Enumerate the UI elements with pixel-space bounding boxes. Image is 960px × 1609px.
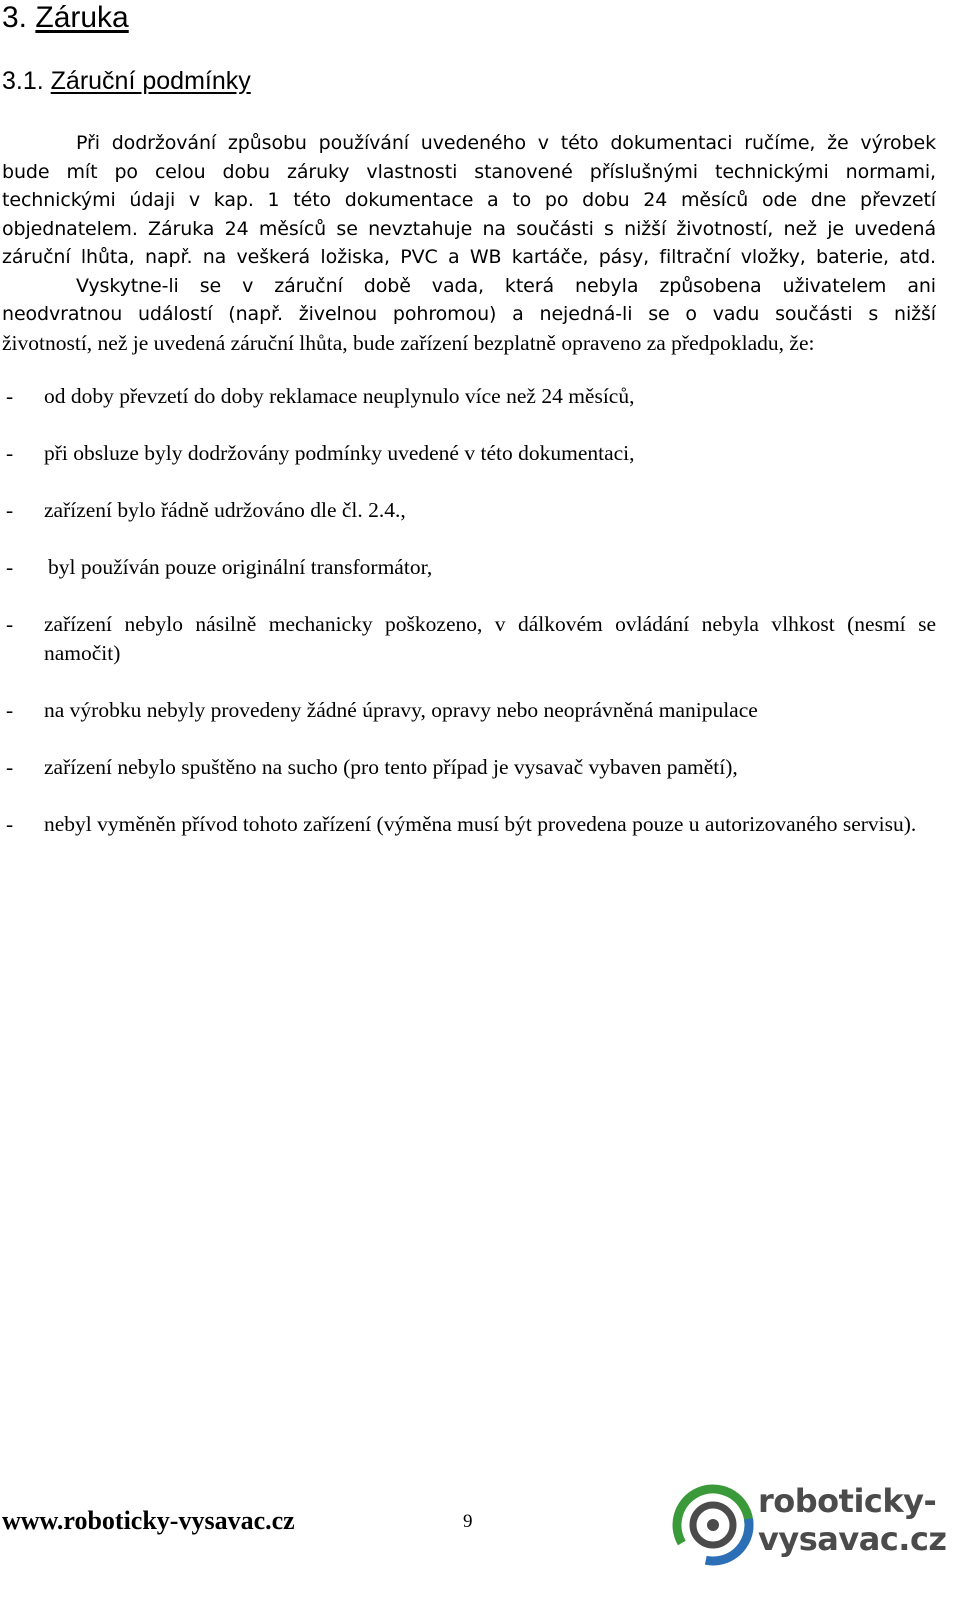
bullet-dash: - [6,498,14,522]
list-item [2,810,936,839]
logo-line-2: vysavac.cz [758,1520,947,1558]
paragraph-line: záruční lhůta, např. na veškerá ložiska, PVC a WB kartáče, pásy, filtrační vložky, baterie, atd. [2,246,936,268]
logo-line-1: roboticky- [758,1482,937,1520]
list-item [2,753,936,782]
subsection-title: Záruční podmínky [50,67,251,95]
page-number: 9 [463,1511,473,1532]
list-item [2,439,936,468]
bullet-dash: - [6,698,14,722]
list-item [2,696,936,725]
list-item [2,553,936,582]
section-title: Záruka [35,1,129,34]
list-item [2,496,936,525]
paragraph-line: neodvratnou událostí (např. živelnou pohromou) a nejedná-li se o vadu součásti s nižší [2,303,936,325]
brand-logo [670,1482,947,1568]
paragraph-line: objednatelem. Záruka 24 měsíců se nevztahuje na součásti s nižší životností, než je uvedená [2,217,936,240]
list-item-text: zařízení bylo řádně udržováno dle čl. 2.4., [44,498,406,522]
bullet-dash: - [6,755,14,779]
list-item-text: byl používán pouze originální transformátor, [48,555,433,579]
list-item [2,382,936,411]
paragraph-line: Při dodržování způsobu používání uvedeného v této dokumentaci ručíme, že výrobek [76,132,936,154]
robot-vacuum-logo-icon [670,1482,756,1568]
footer-website: www.roboticky-vysavac.cz [2,1506,295,1535]
bullet-dash: - [6,384,14,408]
bullet-dash: - [6,555,14,579]
subsection-number: 3.1. [2,67,44,95]
section-number: 3. [2,1,28,34]
list-item-text: od doby převzetí do doby reklamace neuplynulo více než 24 měsíců, [44,384,635,408]
list-item-text: zařízení nebylo spuštěno na sucho (pro tento případ je vysavač vybaven pamětí), [44,755,738,779]
section-heading [2,0,129,36]
paragraph-line: technickými údaji v kap. 1 této dokumentace a to po dobu 24 měsíců ode dne převzetí [2,189,936,211]
bullet-dash: - [6,612,14,636]
warranty-paragraph [2,129,936,357]
list-item-text: při obsluze byly dodržovány podmínky uvedené v této dokumentaci, [44,441,635,465]
bullet-dash: - [6,812,14,836]
warranty-conditions-list [2,382,936,867]
list-item-text: na výrobku nebyly provedeny žádné úpravy, opravy nebo neoprávněná manipulace [44,698,758,722]
bullet-dash: - [6,441,14,465]
list-item [2,610,936,668]
logo-wordmark [758,1482,947,1558]
paragraph-line: Vyskytne-li se v záruční době vada, která nebyla způsobena uživatelem ani [76,274,936,297]
list-item-text: nebyl vyměněn přívod tohoto zařízení (výměna musí být provedena pouze u autorizovaného servisu). [44,812,917,836]
paragraph-line: životností, než je uvedená záruční lhůta, bude zařízení bezplatně opraveno za předpokladu, že: [2,330,815,355]
list-item-text: zařízení nebylo násilně mechanicky poškozeno, v dálkovém ovládání nebyla vlhkost (nesmí se namočit) [44,612,936,665]
paragraph-line: bude mít po celou dobu záruky vlastnosti stanovené příslušnými technickými normami, [2,160,936,183]
subsection-heading [2,66,251,96]
